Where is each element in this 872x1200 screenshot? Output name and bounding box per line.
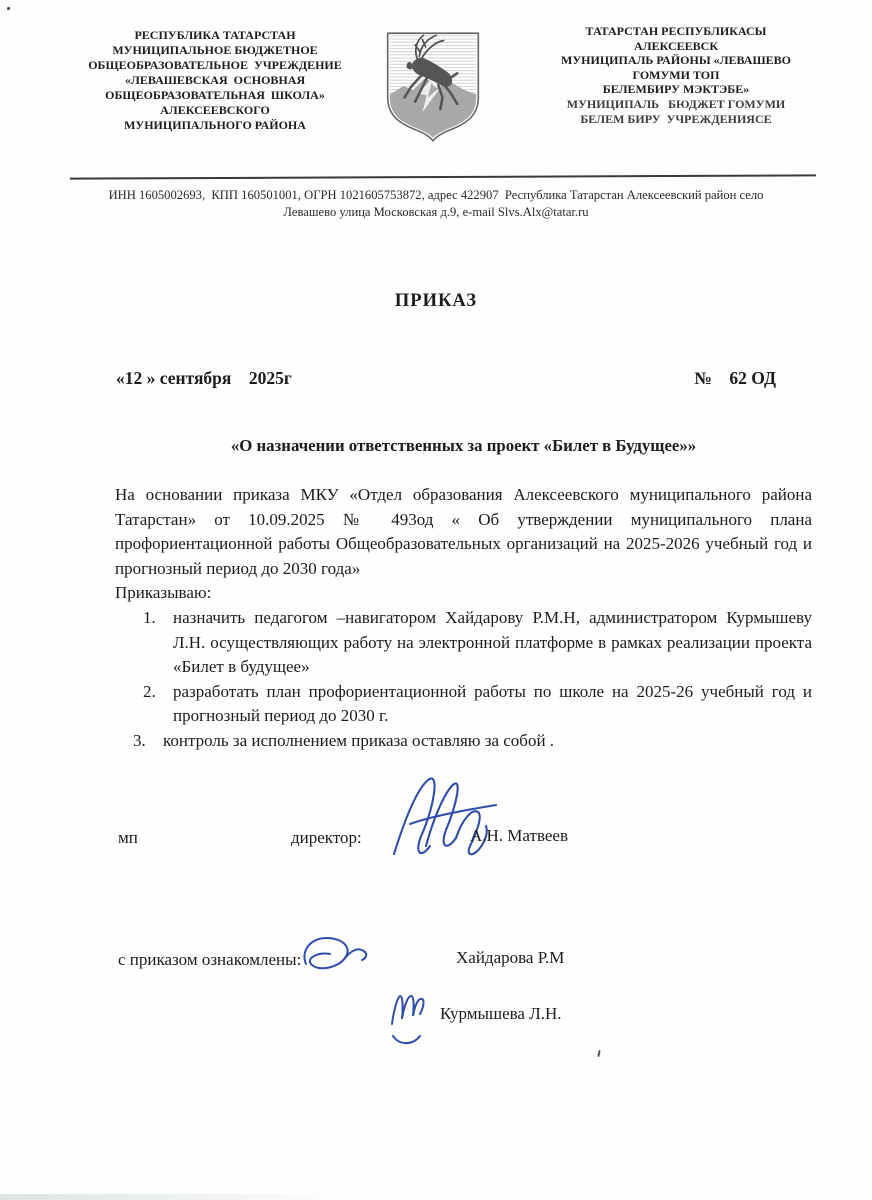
requisites xyxy=(0,187,872,221)
seal-place-label: мп xyxy=(118,827,138,847)
decree-item xyxy=(115,606,812,680)
org-left-line: МУНИЦИПАЛЬНОГО РАЙОНА xyxy=(124,118,306,132)
org-right-line: АЛЕКСЕЕВСК xyxy=(633,38,719,53)
order-date: «12 » сентября 2025г xyxy=(116,368,292,388)
order-number: № 62 ОД xyxy=(694,368,776,388)
order-subject: «О назначении ответственных за проект «Билет в Будущее»» xyxy=(230,436,697,455)
director-signature-ink xyxy=(382,770,500,871)
org-right-line: БЕЛЕМБИРУ МЭКТЭБЕ» xyxy=(602,82,750,97)
decree-item-number: 2. xyxy=(143,681,156,701)
org-left-line: «ЛЕВАШЕВСКАЯ ОСНОВНАЯ xyxy=(124,73,306,87)
coat-of-arms-emblem xyxy=(374,28,492,146)
director-signature-row xyxy=(0,788,872,898)
org-left-line: РЕСПУБЛИКА ТАТАРСТАН xyxy=(134,28,296,42)
requisites-line-1: ИНН 1605002693, КПП 160501001, ОГРН 1021605753872, адрес 422907 Республика Татарстан Алексеевский район село xyxy=(108,188,764,202)
org-name-tatar xyxy=(500,24,852,126)
decree-item-text: контроль за исполнением приказа оставляю за собой . xyxy=(163,730,555,750)
org-name-russian xyxy=(62,24,368,133)
org-left-line: АЛЕКСЕЕВСКОГО xyxy=(160,103,270,117)
decree-item-text: назначить педагогом –навигатором Хайдарову Р.М.Н, администратором Курмышеву Л.Н. осуществляющих работу на электронной платформе в рамках реализации проекта «Билет в будущее» xyxy=(173,607,812,677)
org-left-line: ОБЩЕОБРАЗОВАТЕЛЬНОЕ УЧРЕЖДЕНИЕ xyxy=(88,58,342,72)
decree-item xyxy=(115,680,812,729)
org-left-line: ОБЩЕОБРАЗОВАТЕЛЬНАЯ ШКОЛА» xyxy=(105,88,325,102)
ack-signature-ink-1 xyxy=(296,930,374,987)
decree-item-number: 1. xyxy=(143,607,156,627)
decree-list xyxy=(115,606,812,754)
decree-intro: Приказываю: xyxy=(115,583,212,603)
ack-signature-ink-2 xyxy=(384,988,430,1055)
deer-emblem-icon xyxy=(374,28,492,146)
decree-item-number: 3. xyxy=(133,730,146,750)
org-right-line: МУНИЦИПАЛЬ БЮДЖЕТ ГОМУМИ xyxy=(566,96,786,111)
letterhead xyxy=(0,0,872,146)
ack-name-2: Курмышева Л.Н. xyxy=(440,1003,562,1023)
order-preamble: На основании приказа МКУ «Отдел образования Алексеевского муниципального района Татарстан» от 10.09.2025 № 493од « Об утверждении муниципального плана профориентационной работы Общеобразовательных организаций на 2025-2026 учебный год и прогнозный период до 2030 года» xyxy=(115,485,812,578)
requisites-line-2: Левашево улица Московская д.9, e-mail Slvs.Alx@tatar.ru xyxy=(283,205,589,219)
order-title: ПРИКАЗ xyxy=(394,291,478,311)
date-number-row xyxy=(0,368,872,389)
scan-edge-shade xyxy=(0,1194,872,1200)
director-name: А.Н. Матвеев xyxy=(470,825,568,845)
ack-name-1: Хайдарова Р.М xyxy=(456,947,565,967)
director-label: директор: xyxy=(291,827,362,847)
decree-item xyxy=(115,729,812,754)
org-right-line: БЕЛЕМ БИРУ УЧРЕЖДЕНИЯСЕ xyxy=(580,111,772,126)
acknowledgement-block xyxy=(0,926,872,1096)
header-divider xyxy=(70,174,816,179)
org-right-line: ГОМУМИ ТОП xyxy=(632,67,720,82)
acknowledgement-label: с приказом ознакомлены: xyxy=(118,949,302,969)
org-right-line: МУНИЦИПАЛЬ РАЙОНЫ «ЛЕВАШЕВО xyxy=(561,53,791,68)
org-left-line: МУНИЦИПАЛЬНОЕ БЮДЖЕТНОЕ xyxy=(112,43,318,57)
order-body xyxy=(0,483,872,754)
decree-item-text: разработать план профориентационной работы по школе на 2025-26 учебный год и прогнозный период до 2030 г. xyxy=(173,681,812,726)
scan-artifact-dot xyxy=(7,7,10,10)
org-right-line: ТАТАРСТАН РЕСПУБЛИКАСЫ xyxy=(585,24,767,38)
